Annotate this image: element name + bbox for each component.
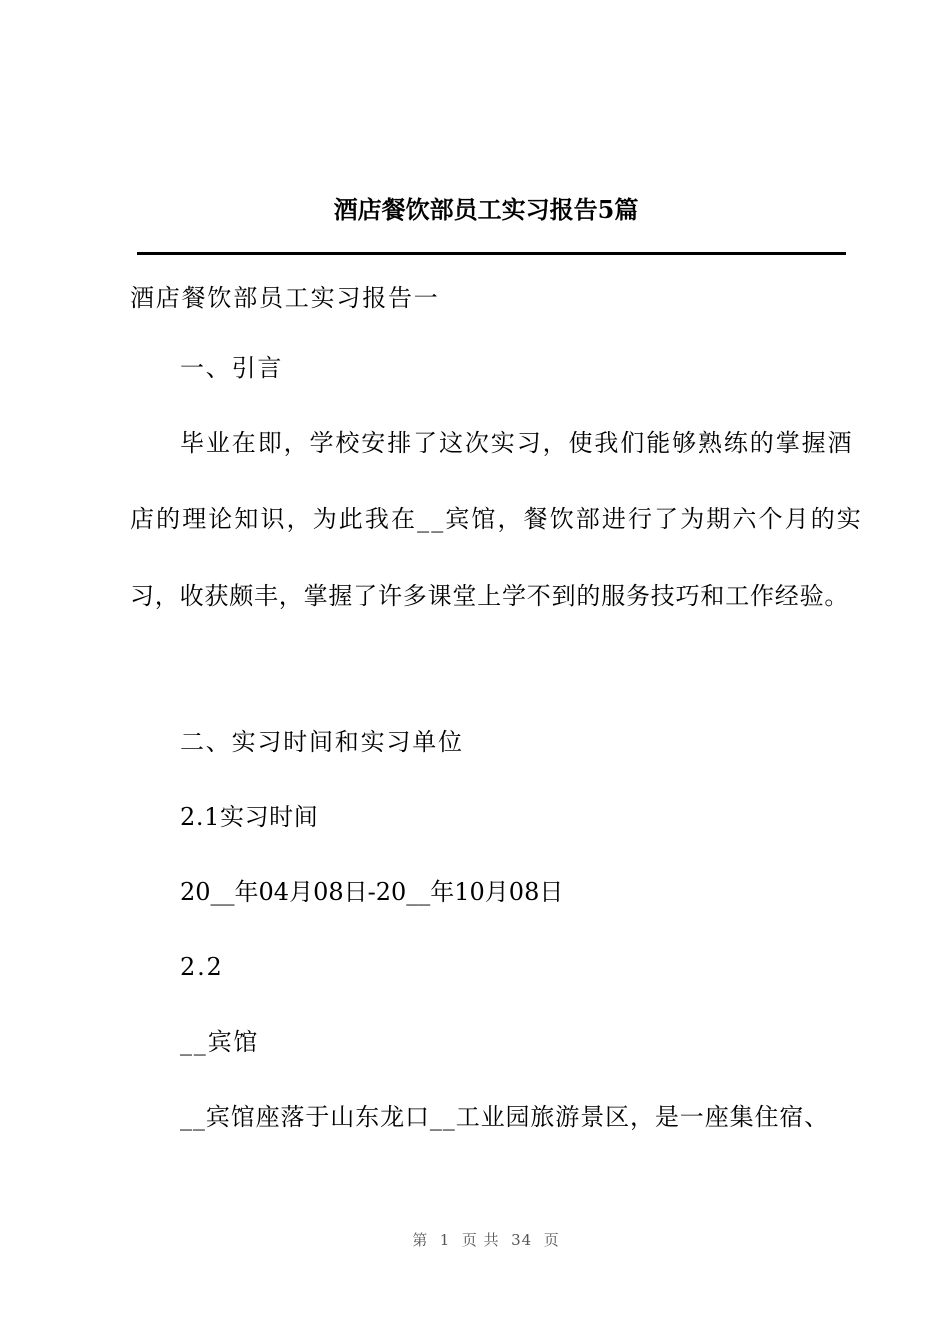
subsection-heading-internship-time: 2.1实习时间	[180, 803, 319, 831]
paragraph-line: 习，收获颇丰，掌握了许多课堂上学不到的服务技巧和工作经验。	[130, 582, 850, 610]
page-number-footer: 第 1 页 共 34 页	[412, 1231, 560, 1249]
section-heading-introduction: 一、引言	[180, 354, 284, 382]
paragraph-line: 店的理论知识，为此我在__宾馆，餐饮部进行了为期六个月的实	[130, 505, 863, 533]
paragraph-line: __宾馆座落于山东龙口__工业园旅游景区，是一座集住宿、	[180, 1103, 830, 1131]
section-heading-internship-time-unit: 二、实习时间和实习单位	[180, 728, 464, 756]
internship-period: 20__年04月08日-20__年10月08日	[180, 878, 564, 906]
document-title: 酒店餐饮部员工实习报告5篇	[333, 195, 639, 224]
paragraph-line: 毕业在即，学校安排了这次实习，使我们能够熟练的掌握酒	[180, 429, 854, 457]
hotel-name: __宾馆	[180, 1028, 260, 1056]
report-heading: 酒店餐饮部员工实习报告一	[130, 284, 440, 312]
title-divider	[137, 252, 846, 255]
subsection-heading-2-2: 2.2	[180, 953, 224, 981]
